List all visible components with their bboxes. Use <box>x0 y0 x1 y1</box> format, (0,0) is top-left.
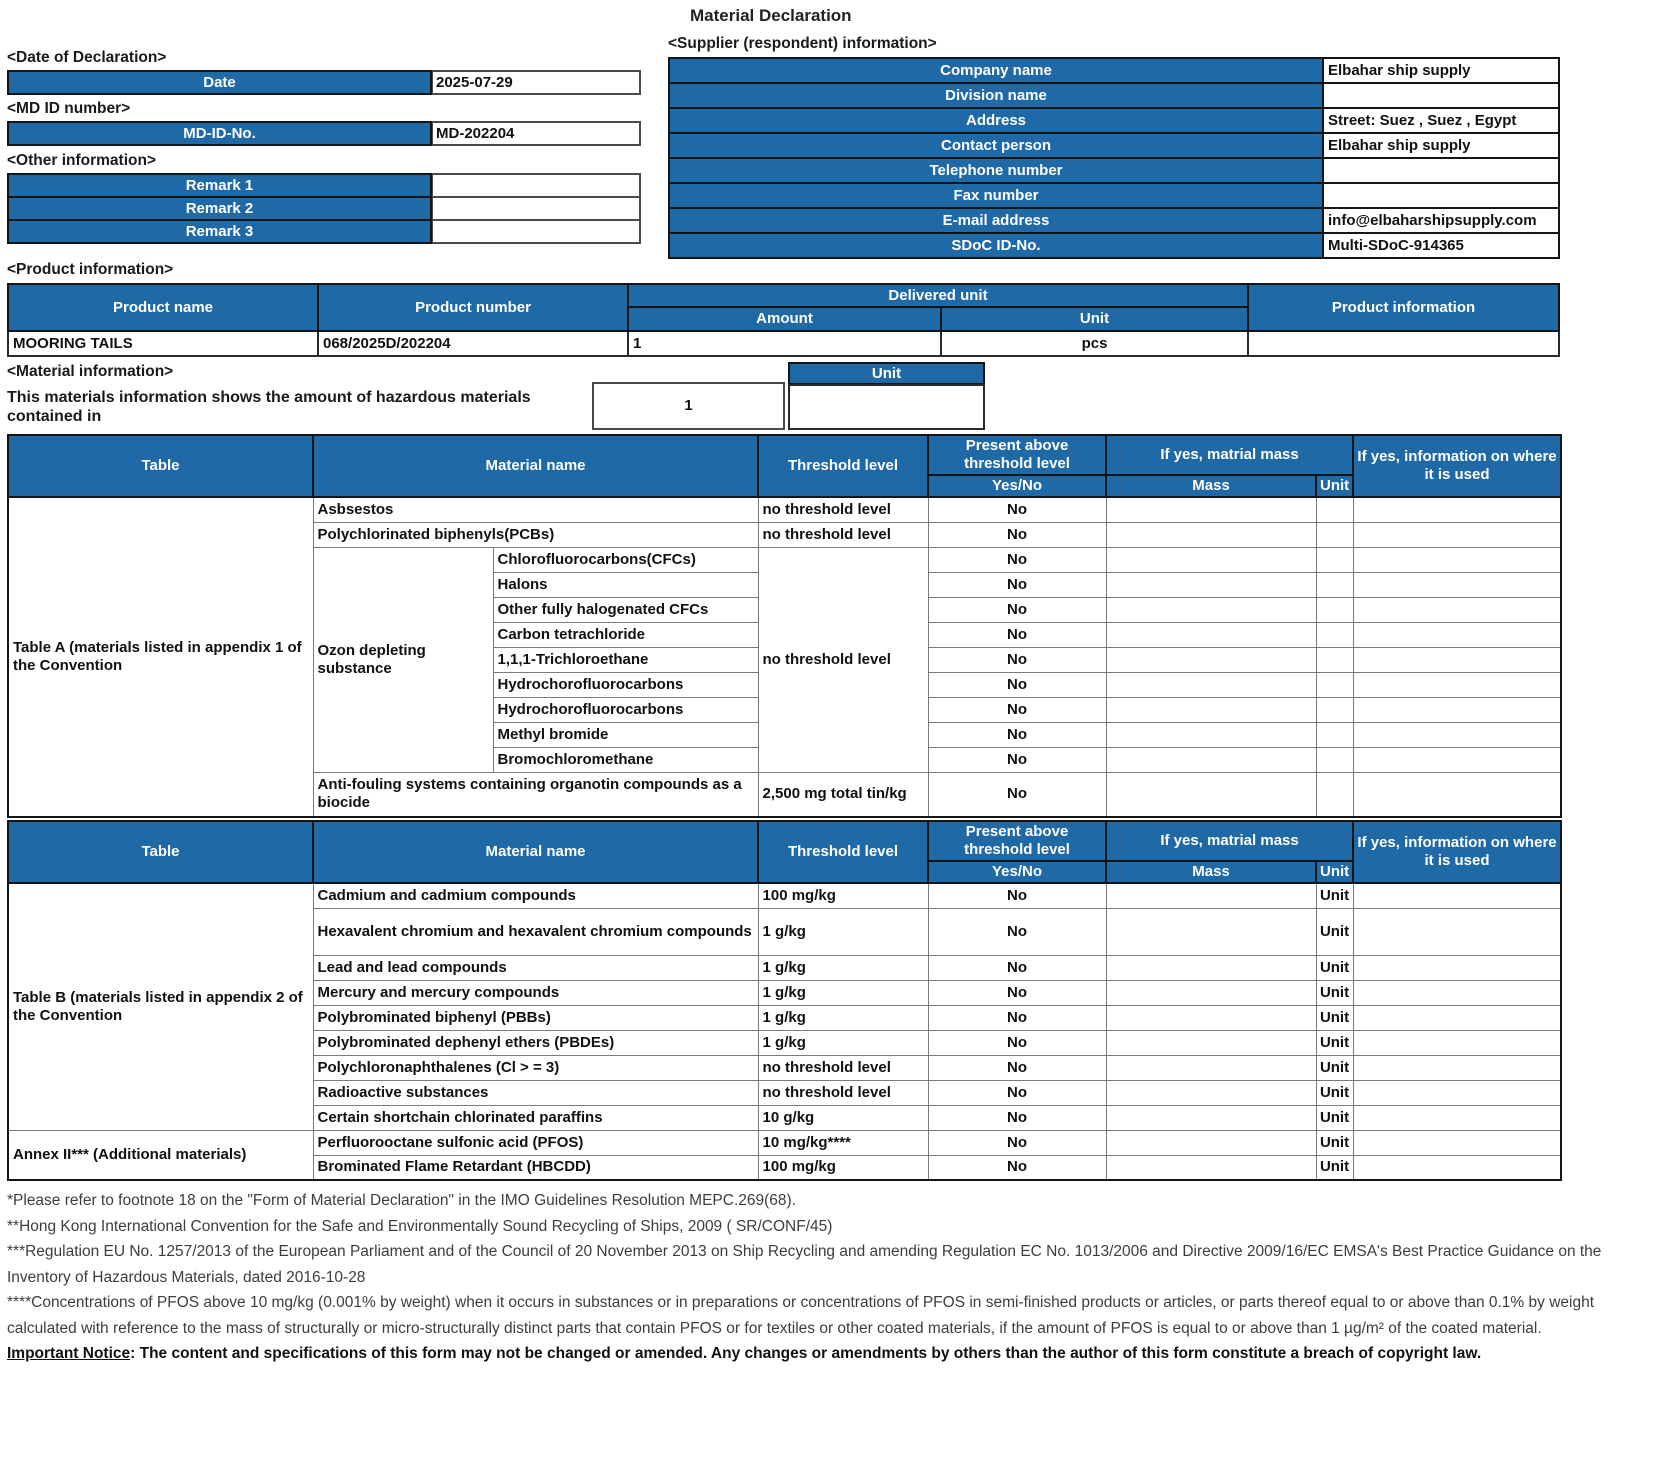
other-section-label: <Other information> <box>7 152 156 169</box>
material-name-cell: Polybrominated biphenyl (PBBs) <box>313 1005 758 1030</box>
yes-no-cell: No <box>928 1080 1106 1105</box>
material-amount-box: 1 <box>592 382 785 430</box>
table-row <box>669 183 1559 208</box>
hazmat-tables-block <box>7 434 1560 1181</box>
left-info-block <box>7 48 647 244</box>
material-name-cell: Other fully halogenated CFCs <box>493 597 758 622</box>
unit-cell: Unit <box>1316 1005 1353 1030</box>
where-used-cell <box>1353 1130 1561 1155</box>
unit-cell <box>1316 672 1353 697</box>
where-used-cell <box>1353 497 1561 522</box>
yes-no-cell: No <box>928 672 1106 697</box>
date-label: Date <box>7 70 432 95</box>
date-value: 2025-07-29 <box>432 70 641 95</box>
unit-cell: Unit <box>1316 980 1353 1005</box>
mass-cell <box>1106 497 1316 522</box>
yes-no-cell: No <box>928 980 1106 1005</box>
material-section-label: <Material information> <box>7 363 174 380</box>
footnote-1: *Please refer to footnote 18 on the "Form of Material Declaration" in the IMO Guidelines Resolution MEPC.269(68). <box>7 1192 796 1209</box>
unit-cell <box>1316 622 1353 647</box>
md-id-row <box>7 121 647 146</box>
yes-no-cell: No <box>928 522 1106 547</box>
col-header-mass: Mass <box>1106 861 1316 883</box>
mass-cell <box>1106 955 1316 980</box>
unit-cell <box>1316 747 1353 772</box>
unit-cell: Unit <box>1316 908 1353 955</box>
product-table <box>7 283 1560 357</box>
yes-no-cell: No <box>928 747 1106 772</box>
threshold-cell: 100 mg/kg <box>758 1155 928 1180</box>
material-name-cell: Bromochloromethane <box>493 747 758 772</box>
where-used-cell <box>1353 772 1561 817</box>
mass-cell <box>1106 1130 1316 1155</box>
mass-cell <box>1106 772 1316 817</box>
mass-cell <box>1106 572 1316 597</box>
date-section-label: <Date of Declaration> <box>7 49 167 66</box>
table-row <box>8 821 1561 861</box>
mass-cell <box>1106 547 1316 572</box>
annex-group-cell: Annex II*** (Additional materials) <box>8 1130 313 1180</box>
where-used-cell <box>1353 722 1561 747</box>
supplier-division-value <box>1323 83 1559 108</box>
material-info-description: This materials information shows the amount of hazardous materials contained in <box>7 389 531 425</box>
product-number-value: 068/2025D/202204 <box>318 331 628 356</box>
threshold-cell: 1 g/kg <box>758 955 928 980</box>
where-used-cell <box>1353 1005 1561 1030</box>
col-header-unit: Unit <box>1316 475 1353 497</box>
unit-cell <box>1316 722 1353 747</box>
where-used-cell <box>1353 908 1561 955</box>
product-number-header: Product number <box>318 284 628 331</box>
unit-cell <box>1316 522 1353 547</box>
material-name-cell: Cadmium and cadmium compounds <box>313 883 758 908</box>
where-used-cell <box>1353 622 1561 647</box>
yes-no-cell: No <box>928 722 1106 747</box>
supplier-contact-label: Contact person <box>669 133 1323 158</box>
table-row <box>669 108 1559 133</box>
mass-cell <box>1106 1080 1316 1105</box>
amount-header: Amount <box>628 307 941 331</box>
material-name-cell: Radioactive substances <box>313 1080 758 1105</box>
unit-cell: Unit <box>1316 1055 1353 1080</box>
table-row <box>669 158 1559 183</box>
mass-cell <box>1106 1005 1316 1030</box>
threshold-cell: 1 g/kg <box>758 1030 928 1055</box>
where-used-cell <box>1353 672 1561 697</box>
where-used-cell <box>1353 1030 1561 1055</box>
supplier-table <box>668 57 1560 259</box>
col-header-present-above: Present above threshold level <box>928 435 1106 475</box>
mass-cell <box>1106 647 1316 672</box>
product-information-value <box>1248 331 1559 356</box>
col-header-unit: Unit <box>1316 861 1353 883</box>
yes-no-cell: No <box>928 883 1106 908</box>
table-row <box>8 331 1559 356</box>
threshold-cell: 2,500 mg total tin/kg <box>758 772 928 817</box>
material-name-cell: Hydrochorofluorocarbons <box>493 672 758 697</box>
material-name-cell: Hydrochorofluorocarbons <box>493 697 758 722</box>
md-id-label: MD-ID-No. <box>7 121 432 146</box>
mass-cell <box>1106 597 1316 622</box>
product-name-header: Product name <box>8 284 318 331</box>
product-section-label: <Product information> <box>7 261 174 278</box>
product-information-header: Product information <box>1248 284 1559 331</box>
date-row <box>7 70 647 95</box>
remark-1-row <box>7 173 647 198</box>
col-header-material-name: Material name <box>313 435 758 497</box>
remark-2-row <box>7 196 647 221</box>
unit-cell <box>1316 597 1353 622</box>
threshold-cell: 1 g/kg <box>758 908 928 955</box>
col-header-mass: Mass <box>1106 475 1316 497</box>
unit-cell <box>1316 697 1353 722</box>
where-used-cell <box>1353 1155 1561 1180</box>
material-name-cell: Polychloronaphthalenes (Cl > = 3) <box>313 1055 758 1080</box>
material-name-cell: Anti-fouling systems containing organotin compounds as a biocide <box>313 772 758 817</box>
threshold-cell: 1 g/kg <box>758 980 928 1005</box>
col-header-yes-no: Yes/No <box>928 861 1106 883</box>
table-row <box>669 233 1559 258</box>
unit-cell <box>1316 572 1353 597</box>
where-used-cell <box>1353 955 1561 980</box>
unit-cell: Unit <box>1316 955 1353 980</box>
material-name-cell: Chlorofluorocarbons(CFCs) <box>493 547 758 572</box>
remark-3-label: Remark 3 <box>7 219 432 244</box>
where-used-cell <box>1353 1080 1561 1105</box>
col-header-threshold: Threshold level <box>758 435 928 497</box>
table-row <box>8 883 1561 908</box>
material-unit-value-box <box>788 384 985 430</box>
supplier-address-label: Address <box>669 108 1323 133</box>
unit-cell: Unit <box>1316 1155 1353 1180</box>
md-section-label: <MD ID number> <box>7 100 131 117</box>
col-header-material-name: Material name <box>313 821 758 883</box>
where-used-cell <box>1353 547 1561 572</box>
col-header-yes-no: Yes/No <box>928 475 1106 497</box>
footnotes-block <box>7 1188 1650 1367</box>
threshold-cell: 100 mg/kg <box>758 883 928 908</box>
table-row <box>8 497 1561 522</box>
mass-cell <box>1106 522 1316 547</box>
threshold-cell: no threshold level <box>758 497 928 522</box>
yes-no-cell: No <box>928 1005 1106 1030</box>
unit-cell <box>1316 647 1353 672</box>
material-name-cell: Methyl bromide <box>493 722 758 747</box>
threshold-cell: no threshold level <box>758 1055 928 1080</box>
yes-no-cell: No <box>928 1055 1106 1080</box>
where-used-cell <box>1353 697 1561 722</box>
yes-no-cell: No <box>928 1155 1106 1180</box>
yes-no-cell: No <box>928 908 1106 955</box>
mass-cell <box>1106 980 1316 1005</box>
supplier-contact-value: Elbahar ship supply <box>1323 133 1559 158</box>
footnote-4: ****Concentrations of PFOS above 10 mg/kg (0.001% by weight) when it occurs in substances or in preparations or concentrations of PFOS in semi-finished products or articles, or parts thereof equal to or above than 0.1% by weight calculated with reference to the mass of structurally or micro-structurally distinct parts that contain PFOS or for textiles or other coated materials, if the amount of PFOS is equal to or above than 1 µg/m² of the coated material. <box>7 1294 1594 1337</box>
threshold-cell: 10 g/kg <box>758 1105 928 1130</box>
material-name-cell: Lead and lead compounds <box>313 955 758 980</box>
table-a-group-cell: Table A (materials listed in appendix 1 of the Convention <box>8 497 313 817</box>
where-used-cell <box>1353 747 1561 772</box>
where-used-cell <box>1353 522 1561 547</box>
mass-cell <box>1106 722 1316 747</box>
product-unit-value: pcs <box>941 331 1248 356</box>
material-name-cell: Mercury and mercury compounds <box>313 980 758 1005</box>
where-used-cell <box>1353 597 1561 622</box>
where-used-cell <box>1353 1055 1561 1080</box>
material-name-cell: Halons <box>493 572 758 597</box>
mass-cell <box>1106 622 1316 647</box>
important-notice-text: : The content and specifications of this form may not be changed or amended. Any changes or amendments by others than the author of this form constitute a breach of copyright law. <box>130 1345 1482 1362</box>
footnote-3: ***Regulation EU No. 1257/2013 of the European Parliament and of the Council of 20 November 2013 on Ship Recycling and amending Regulation EC No. 1013/2006 and Directive 2009/16/EC EMSA's Best Practice Guidance on the Inventory of Hazardous Materials, dated 2016-10-28 <box>7 1243 1602 1286</box>
unit-cell: Unit <box>1316 1105 1353 1130</box>
material-name-cell: Hexavalent chromium and hexavalent chromium compounds <box>313 908 758 955</box>
where-used-cell <box>1353 572 1561 597</box>
supplier-sdoc-label: SDoC ID-No. <box>669 233 1323 258</box>
supplier-phone-value <box>1323 158 1559 183</box>
material-name-cell: Carbon tetrachloride <box>493 622 758 647</box>
mass-cell <box>1106 1105 1316 1130</box>
threshold-cell: no threshold level <box>758 547 928 772</box>
table-b <box>7 820 1562 1181</box>
supplier-division-label: Division name <box>669 83 1323 108</box>
where-used-cell <box>1353 647 1561 672</box>
threshold-cell: no threshold level <box>758 1080 928 1105</box>
supplier-block <box>668 34 1560 259</box>
mass-cell <box>1106 883 1316 908</box>
supplier-section-label: <Supplier (respondent) information> <box>668 35 937 52</box>
material-name-cell: Perfluorooctane sulfonic acid (PFOS) <box>313 1130 758 1155</box>
yes-no-cell: No <box>928 772 1106 817</box>
supplier-company-value: Elbahar ship supply <box>1323 58 1559 83</box>
material-name-cell: Asbsestos <box>313 497 758 522</box>
table-row <box>669 208 1559 233</box>
yes-no-cell: No <box>928 547 1106 572</box>
col-header-if-yes-mass: If yes, matrial mass <box>1106 821 1353 861</box>
table-row <box>669 83 1559 108</box>
mass-cell <box>1106 1030 1316 1055</box>
table-a <box>7 434 1562 818</box>
yes-no-cell: No <box>928 1105 1106 1130</box>
col-header-if-yes-info: If yes, information on where it is used <box>1353 821 1561 883</box>
md-id-value: MD-202204 <box>432 121 641 146</box>
supplier-address-value: Street: Suez , Suez , Egypt <box>1323 108 1559 133</box>
remark-3-row <box>7 219 647 244</box>
yes-no-cell: No <box>928 497 1106 522</box>
remark-2-value <box>432 196 641 221</box>
supplier-email-label: E-mail address <box>669 208 1323 233</box>
mass-cell <box>1106 697 1316 722</box>
yes-no-cell: No <box>928 647 1106 672</box>
threshold-cell: 10 mg/kg**** <box>758 1130 928 1155</box>
remark-3-value <box>432 219 641 244</box>
mass-cell <box>1106 672 1316 697</box>
delivered-unit-header: Delivered unit <box>628 284 1248 307</box>
important-notice-label: Important Notice <box>7 1345 131 1362</box>
product-amount-value: 1 <box>628 331 941 356</box>
col-header-threshold: Threshold level <box>758 821 928 883</box>
supplier-phone-label: Telephone number <box>669 158 1323 183</box>
remark-1-label: Remark 1 <box>7 173 432 198</box>
unit-cell: Unit <box>1316 1030 1353 1055</box>
table-row <box>8 284 1559 307</box>
where-used-cell <box>1353 883 1561 908</box>
where-used-cell <box>1353 980 1561 1005</box>
table-row <box>8 435 1561 475</box>
unit-cell: Unit <box>1316 1130 1353 1155</box>
yes-no-cell: No <box>928 622 1106 647</box>
table-row <box>669 58 1559 83</box>
material-name-cell: Polychlorinated biphenyls(PCBs) <box>313 522 758 547</box>
col-header-present-above: Present above threshold level <box>928 821 1106 861</box>
where-used-cell <box>1353 1105 1561 1130</box>
table-row <box>669 133 1559 158</box>
mass-cell <box>1106 747 1316 772</box>
mass-cell <box>1106 1055 1316 1080</box>
important-notice <box>7 1341 1650 1367</box>
yes-no-cell: No <box>928 1030 1106 1055</box>
table-b-group-cell: Table B (materials listed in appendix 2 of the Convention <box>8 883 313 1130</box>
yes-no-cell: No <box>928 955 1106 980</box>
page-title: Material Declaration <box>690 6 852 25</box>
supplier-fax-label: Fax number <box>669 183 1323 208</box>
material-info-block <box>7 362 997 432</box>
product-block <box>7 260 1560 357</box>
remark-1-value <box>432 173 641 198</box>
unit-cell <box>1316 547 1353 572</box>
supplier-sdoc-value: Multi-SDoC-914365 <box>1323 233 1559 258</box>
table-row <box>8 1130 1561 1155</box>
footnote-2: **Hong Kong International Convention for the Safe and Environmentally Sound Recycling of Ships, 2009 ( SR/CONF/45) <box>7 1217 833 1235</box>
supplier-company-label: Company name <box>669 58 1323 83</box>
col-header-table: Table <box>8 821 313 883</box>
yes-no-cell: No <box>928 572 1106 597</box>
yes-no-cell: No <box>928 597 1106 622</box>
mass-cell <box>1106 1155 1316 1180</box>
unit-cell <box>1316 497 1353 522</box>
col-header-if-yes-info: If yes, information on where it is used <box>1353 435 1561 497</box>
unit-cell <box>1316 772 1353 817</box>
yes-no-cell: No <box>928 697 1106 722</box>
unit-header: Unit <box>941 307 1248 331</box>
supplier-fax-value <box>1323 183 1559 208</box>
material-name-cell: Brominated Flame Retardant (HBCDD) <box>313 1155 758 1180</box>
product-name-value: MOORING TAILS <box>8 331 318 356</box>
yes-no-cell: No <box>928 1130 1106 1155</box>
remark-2-label: Remark 2 <box>7 196 432 221</box>
material-name-cell: Certain shortchain chlorinated paraffins <box>313 1105 758 1130</box>
mass-cell <box>1106 908 1316 955</box>
unit-cell: Unit <box>1316 1080 1353 1105</box>
threshold-cell: no threshold level <box>758 522 928 547</box>
col-header-table: Table <box>8 435 313 497</box>
material-unit-header: Unit <box>788 362 985 385</box>
ozone-group-cell: Ozon depleting substance <box>313 547 493 772</box>
material-name-cell: Polybrominated dephenyl ethers (PBDEs) <box>313 1030 758 1055</box>
unit-cell: Unit <box>1316 883 1353 908</box>
material-name-cell: 1,1,1-Trichloroethane <box>493 647 758 672</box>
supplier-email-value: info@elbaharshipsupply.com <box>1323 208 1559 233</box>
threshold-cell: 1 g/kg <box>758 1005 928 1030</box>
col-header-if-yes-mass: If yes, matrial mass <box>1106 435 1353 475</box>
